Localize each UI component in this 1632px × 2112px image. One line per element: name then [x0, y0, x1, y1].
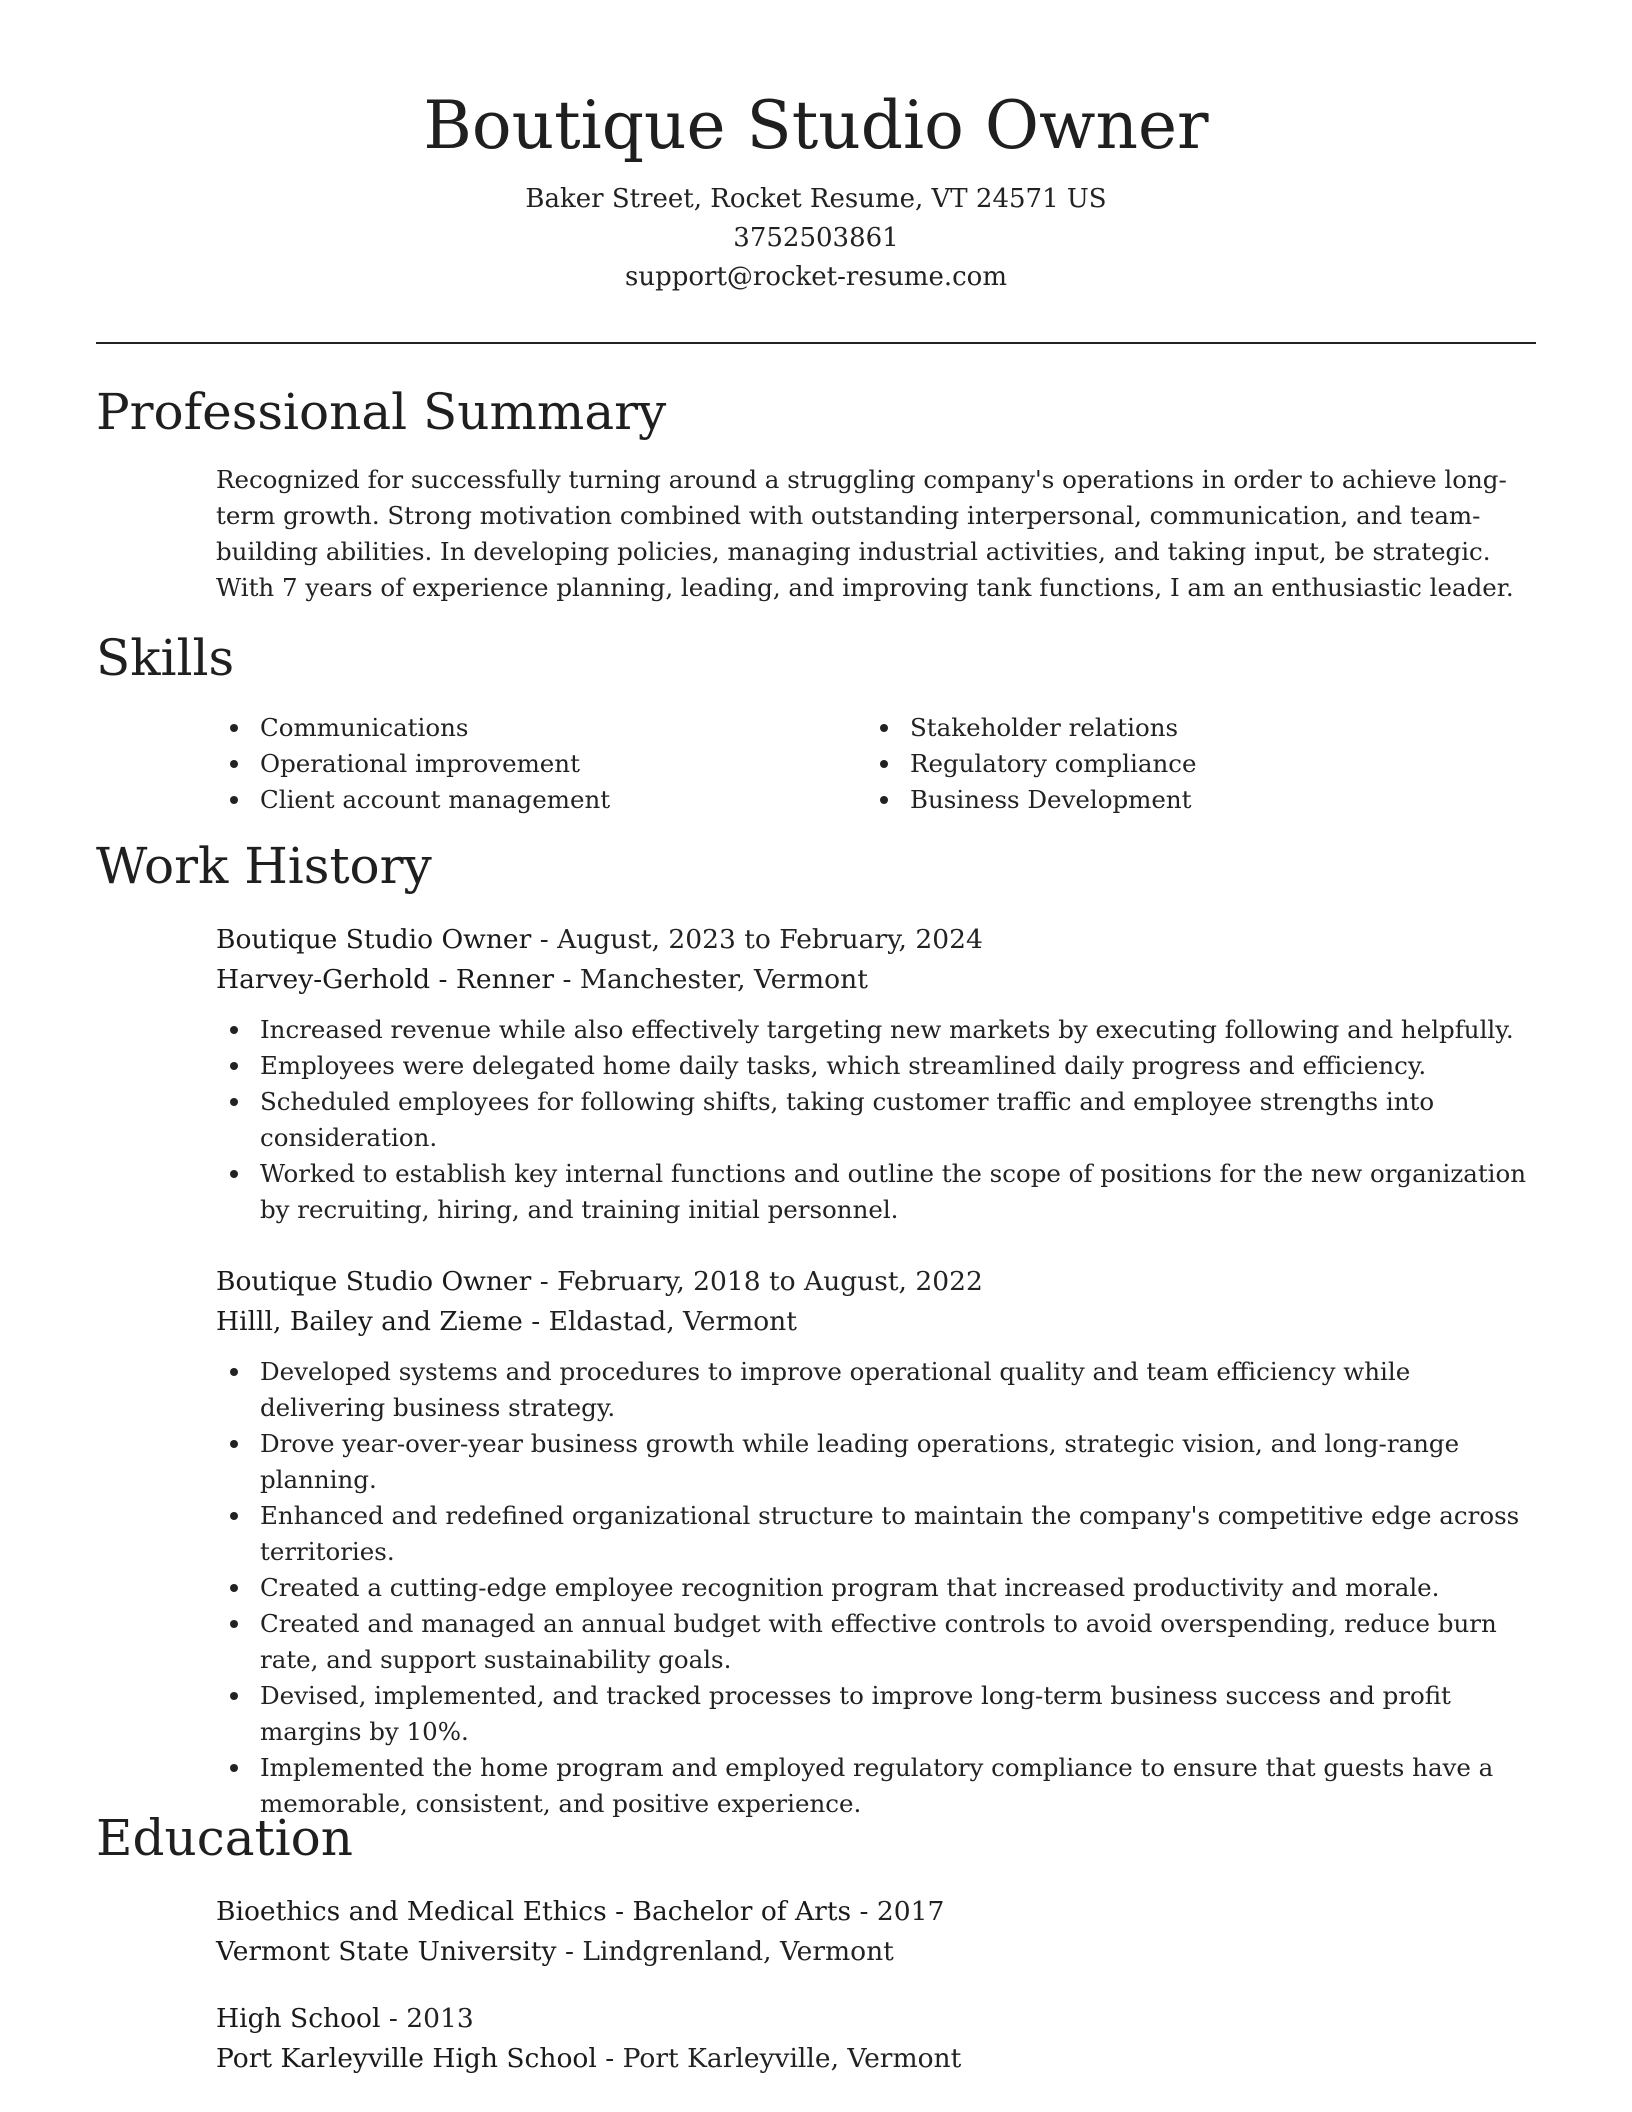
education-location: - Lindgrenland, Vermont — [556, 1936, 894, 1967]
education-degree: High School — [216, 2003, 381, 2034]
education-location: - Port Karleyville, Vermont — [596, 2043, 962, 2074]
summary-text: Recognized for successfully turning around a struggling company's operations in order to achieve long-term growth. Strong motivation combined with outstanding interpersonal, communication, and team-building abilities. In developing policies, managing industrial activities, and taking input, be strategic. With 7 years of experience planning, leading, and improving tank functions, I am an enthusiastic leader. — [216, 465, 1514, 602]
job-bullet: Created a cutting-edge employee recognition program that increased productivity and morale. — [216, 1570, 1536, 1606]
job-bullet: Created and managed an annual budget with effective controls to avoid overspending, reduce burn rate, and support sustainability goals. — [216, 1606, 1536, 1678]
work-history-heading: Work History — [96, 837, 432, 895]
job-bullet: Worked to establish key internal functions and outline the scope of positions for the new organization by recruiting, hiring, and training initial personnel. — [216, 1156, 1536, 1228]
skill-item: Regulatory compliance — [866, 746, 1506, 782]
skills-column-right — [866, 710, 1506, 818]
skills-column-left — [216, 710, 856, 818]
education-heading: Education — [96, 1809, 353, 1867]
skills-heading: Skills — [96, 629, 235, 687]
job-dates: - August, 2023 to February, 2024 — [531, 924, 983, 955]
education-entry — [216, 1892, 1536, 1972]
skill-item: Stakeholder relations — [866, 710, 1506, 746]
education-school-line — [216, 1932, 1536, 1972]
job-title-line — [216, 1262, 1536, 1302]
education-degree-line — [216, 1892, 1536, 1932]
job-bullet: Scheduled employees for following shifts, taking customer traffic and employee strengths into consideration. — [216, 1084, 1536, 1156]
resume-header — [0, 0, 1632, 297]
job-company-line — [216, 1302, 1536, 1342]
job-company: Hilll, Bailey and Zieme — [216, 1306, 523, 1337]
job-bullet: Developed systems and procedures to improve operational quality and team efficiency while delivering business strategy. — [216, 1354, 1536, 1426]
job-entry — [216, 1262, 1536, 1822]
job-company: Harvey-Gerhold - Renner — [216, 964, 555, 995]
job-location: - Eldastad, Vermont — [522, 1306, 797, 1337]
job-title-line — [216, 920, 1536, 960]
job-role: Boutique Studio Owner — [216, 1266, 532, 1297]
skill-item: Communications — [216, 710, 856, 746]
education-year: - 2013 — [380, 2003, 474, 2034]
job-bullets — [216, 1354, 1536, 1822]
education-year: - 2017 — [851, 1896, 945, 1927]
job-entry — [216, 920, 1536, 1228]
job-location: - Manchester, Vermont — [554, 964, 868, 995]
job-company-line — [216, 960, 1536, 1000]
job-bullet: Drove year-over-year business growth while leading operations, strategic vision, and long-range planning. — [216, 1426, 1536, 1498]
job-bullet: Increased revenue while also effectively targeting new markets by executing following and helpfully. — [216, 1012, 1536, 1048]
job-bullet: Implemented the home program and employed regulatory compliance to ensure that guests have a memorable, consistent, and positive experience. — [216, 1750, 1536, 1822]
skill-item: Client account management — [216, 782, 856, 818]
job-bullet: Employees were delegated home daily tasks, which streamlined daily progress and efficiency. — [216, 1048, 1536, 1084]
education-school: Vermont State University — [216, 1936, 557, 1967]
summary-heading: Professional Summary — [96, 383, 667, 441]
candidate-name: Boutique Studio Owner — [423, 87, 1209, 164]
contact-address: Baker Street, Rocket Resume, VT 24571 US — [525, 184, 1107, 214]
job-bullets — [216, 1012, 1536, 1228]
education-degree-line — [216, 1999, 1536, 2039]
skill-item: Operational improvement — [216, 746, 856, 782]
education-entry — [216, 1999, 1536, 2079]
education-degree: Bioethics and Medical Ethics - Bachelor of Arts — [216, 1896, 852, 1927]
contact-phone: 3752503861 — [733, 223, 899, 253]
job-bullet: Devised, implemented, and tracked processes to improve long-term business success and profit margins by 10%. — [216, 1678, 1536, 1750]
header-divider — [96, 342, 1536, 344]
job-dates: - February, 2018 to August, 2022 — [531, 1266, 983, 1297]
education-school-line — [216, 2039, 1536, 2079]
job-bullet: Enhanced and redefined organizational structure to maintain the company's competitive edge across territories. — [216, 1498, 1536, 1570]
job-role: Boutique Studio Owner — [216, 924, 532, 955]
contact-email: support@rocket-resume.com — [624, 262, 1007, 292]
skill-item: Business Development — [866, 782, 1506, 818]
education-school: Port Karleyville High School — [216, 2043, 597, 2074]
contact-info — [0, 180, 1632, 297]
